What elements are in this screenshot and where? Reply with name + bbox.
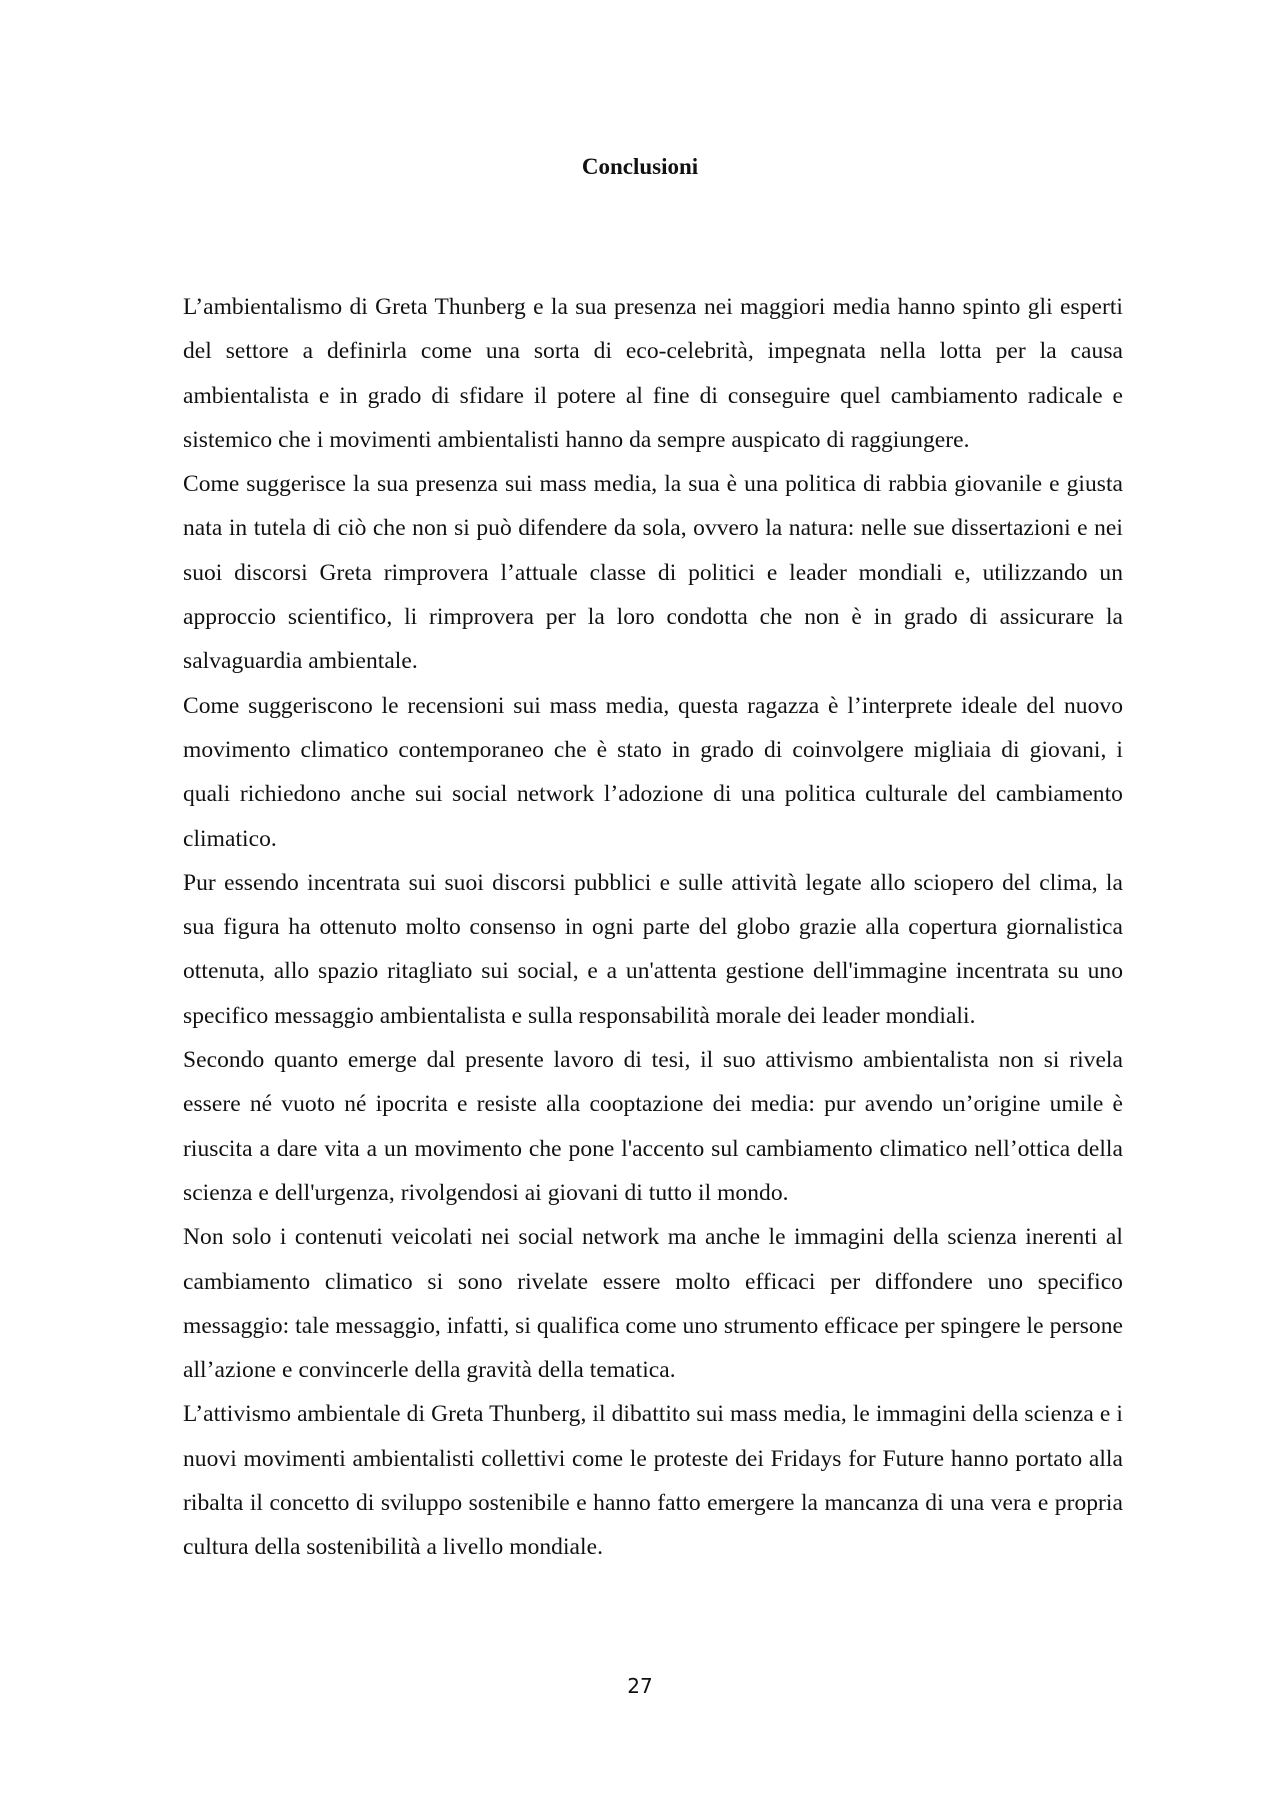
page-title: Conclusioni bbox=[581, 154, 699, 179]
paragraph: Pur essendo incentrata sui suoi discorsi pubblici e sulle attività legate allo sciopero del clima, la sua figura ha ottenuto molto consenso in ogni parte del globo grazie alla copertura giornalistica ottenuta, allo spazio ritagliato sui social, e a un'attenta gestione dell'immagine incentrata su uno specifico messaggio ambientalista e sulla responsabilità morale dei leader mondiali. bbox=[183, 869, 1123, 1029]
paragraph: Secondo quanto emerge dal presente lavoro di tesi, il suo attivismo ambientalista non si rivela essere né vuoto né ipocrita e resiste alla cooptazione dei media: pur avendo un’origine umile è riuscita a dare vita a un movimento che pone l'accento sul cambiamento climatico nell’ottica della scienza e dell'urgenza, rivolgendosi ai giovani di tutto il mondo. bbox=[183, 1047, 1123, 1206]
paragraph: Come suggerisce la sua presenza sui mass media, la sua è una politica di rabbia giovanile e giusta nata in tutela di ciò che non si può difendere da sola, ovvero la natura: nelle sue dissertazioni e nei suoi discorsi Greta rimprovera l’attuale classe di politici e leader mondiali e, utilizzando un approccio scientifico, li rimprovera per la loro condotta che non è in grado di assicurare la salvaguardia ambientale. bbox=[183, 471, 1123, 675]
paragraph: Come suggeriscono le recensioni sui mass media, questa ragazza è l’interprete ideale del nuovo movimento climatico contemporaneo che è stato in grado di coinvolgere migliaia di giovani, i quali richiedono anche sui social network l’adozione di una politica culturale del cambiamento climatico. bbox=[183, 692, 1123, 852]
paragraph: L’attivismo ambientale di Greta Thunberg, il dibattito sui mass media, le immagini della scienza e i nuovi movimenti ambientalisti collettivi come le proteste dei Fridays for Future hanno portato alla ribalta il concetto di sviluppo sostenibile e hanno fatto emergere la mancanza di una vera e propria cultura della sostenibilità a livello mondiale. bbox=[183, 1401, 1123, 1561]
paragraph: Non solo i contenuti veicolati nei social network ma anche le immagini della scienza inerenti al cambiamento climatico si sono rivelate essere molto efficaci per diffondere uno specifico messaggio: tale messaggio, infatti, si qualifica come uno strumento efficace per spingere le persone all’azione e convincerle della gravità della tematica. bbox=[183, 1224, 1123, 1384]
body-text bbox=[183, 285, 1123, 1570]
page-number: 27 bbox=[627, 1674, 653, 1698]
paragraph: L’ambientalismo di Greta Thunberg e la sua presenza nei maggiori media hanno spinto gli esperti del settore a definirla come una sorta di eco-celebrità, impegnata nella lotta per la causa ambientalista e in grado di sfidare il potere al fine di conseguire quel cambiamento radicale e sistemico che i movimenti ambientalisti hanno da sempre auspicato di raggiungere. bbox=[183, 294, 1123, 453]
